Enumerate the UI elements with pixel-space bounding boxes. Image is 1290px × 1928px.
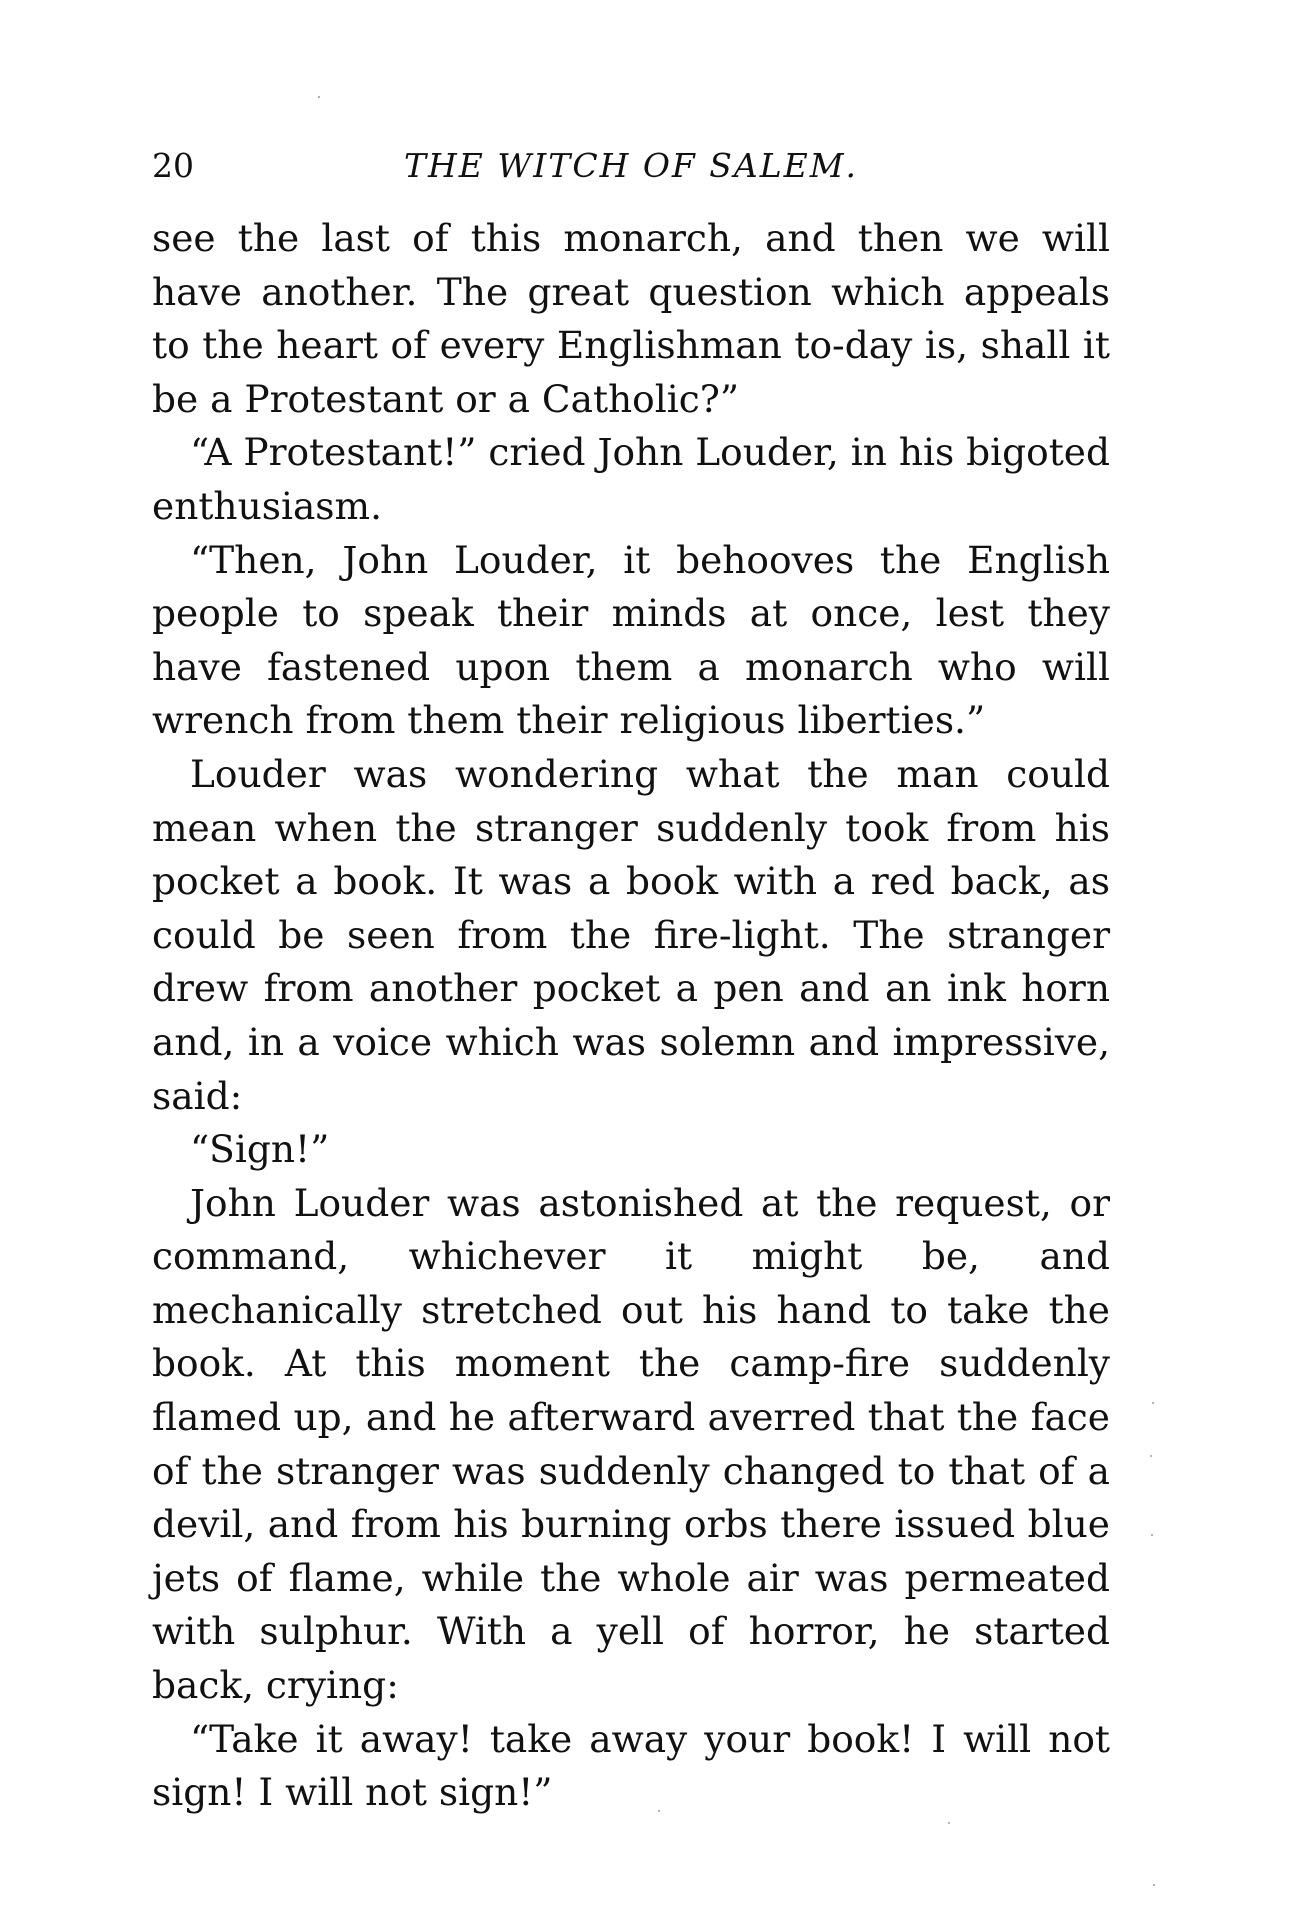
paragraph: “Then, John Louder, it behooves the English people to speak their minds at once, lest they have fastened upon them a monarch who will wrench from them their religious liberties.” bbox=[152, 537, 1110, 743]
paragraph: “Sign!” bbox=[190, 1127, 330, 1172]
running-title: THE WITCH OF SALEM. bbox=[403, 146, 858, 185]
paragraph: John Louder was astonished at the request, or command, whichever it might be, and mechanically stretched out his hand to take the book. At this moment the camp-fire suddenly flamed up, and he afterward averred that the face of the stranger was suddenly changed to that of a devil, and from his burning orbs there issued blue jets of flame, while the whole air was permeated with sulphur. With a yell of horror, he started back, crying: bbox=[152, 1180, 1110, 1708]
paragraph: Louder was wondering what the man could mean when the stranger suddenly took from his pocket a book. It was a book with a red back, as could be seen from the fire-light. The stranger drew from another pocket a pen and an ink horn and, in a voice which was solemn and impressive, said: bbox=[152, 751, 1110, 1118]
scan-speck bbox=[1152, 1402, 1154, 1404]
scan-speck bbox=[1153, 1884, 1155, 1886]
scan-speck bbox=[948, 1822, 950, 1824]
paragraph: “A Protestant!” cried John Louder, in his bigoted enthusiasm. bbox=[152, 430, 1110, 528]
running-head bbox=[152, 138, 1110, 194]
body-text bbox=[152, 212, 1110, 1820]
scan-speck bbox=[1151, 1534, 1153, 1536]
paragraph-continued: see the last of this monarch, and then we will have another. The great question which appeals to the heart of every Englishman to-day is, shall it be a Protestant or a Catholic?” bbox=[152, 216, 1110, 421]
scan-speck bbox=[1150, 1455, 1152, 1457]
paragraph: “Take it away! take away your book! I will not sign! I will not sign!” bbox=[152, 1716, 1110, 1815]
scan-speck bbox=[318, 96, 320, 98]
scan-speck bbox=[658, 1810, 660, 1812]
page-number: 20 bbox=[152, 146, 194, 185]
